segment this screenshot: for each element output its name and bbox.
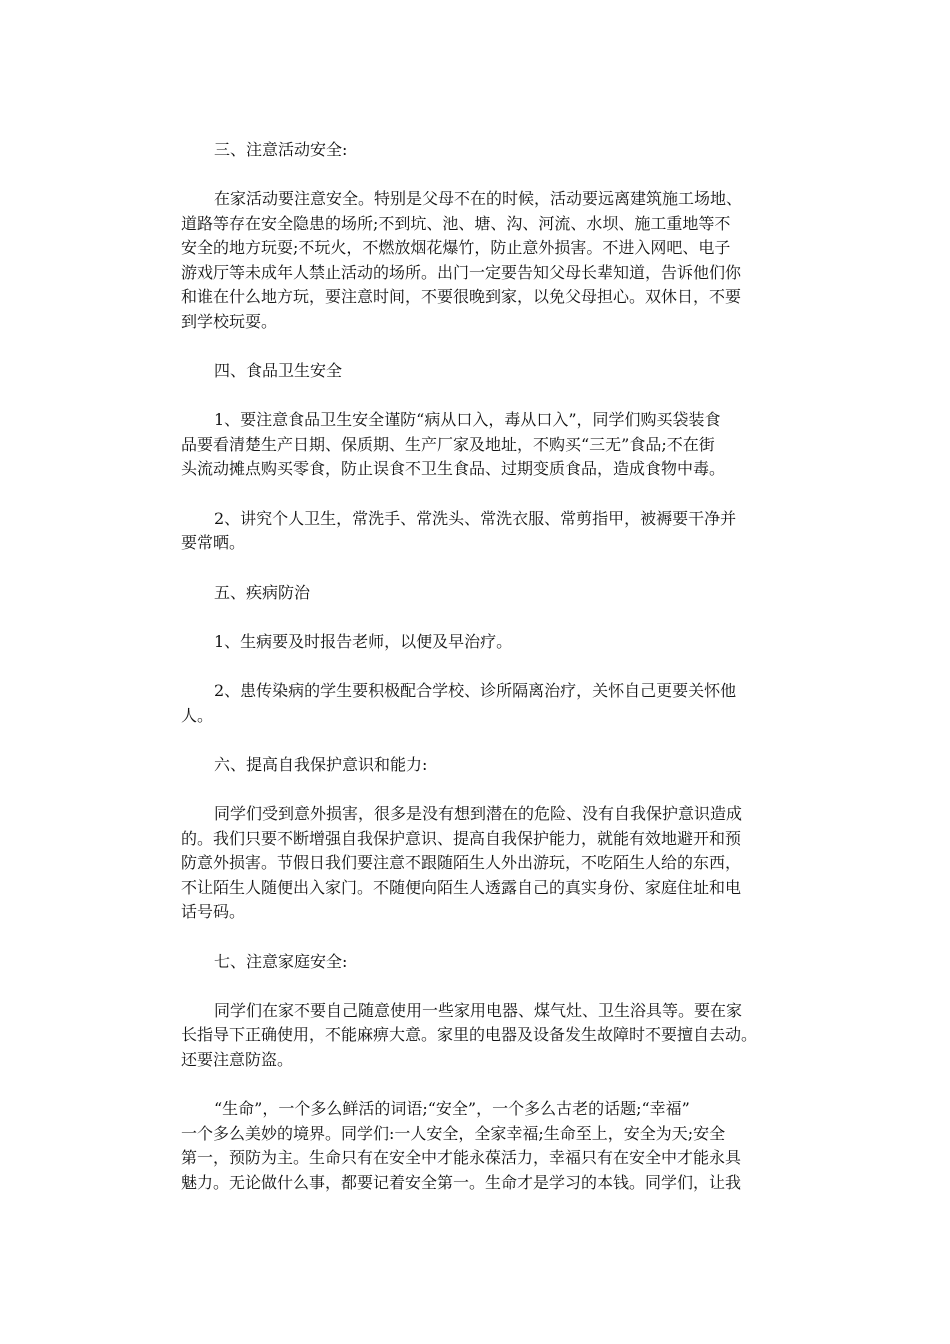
text-line: 话号码。 <box>181 902 246 921</box>
text-line: 到学校玩耍。 <box>181 311 278 331</box>
text-line: 在家活动要注意安全。特别是父母不在的时候，活动要远离建筑施工场地、 <box>214 189 743 208</box>
paragraph <box>181 679 781 728</box>
paragraph <box>181 507 781 556</box>
section-heading: 五、疾病防治 <box>214 582 311 602</box>
text-line: 头流动摊点购买零食，防止误食不卫生食品、过期变质食品，造成食物中毒。 <box>181 459 726 478</box>
text-line: “生命”，一个多么鲜活的词语;“安全”，一个多么古老的话题;“幸福” <box>214 1099 690 1118</box>
text-line: 2、患传染病的学生要积极配合学校、诊所隔离治疗，关怀自己更要关怀他 <box>214 681 737 700</box>
section-heading: 四、食品卫生安全 <box>214 361 343 380</box>
text-line: 道路等存在安全隐患的场所;不到坑、池、塘、沟、河流、水坝、施工重地等不 <box>181 213 731 233</box>
text-line: 品要看清楚生产日期、保质期、生产厂家及地址，不购买“三无”食品;不在街 <box>181 434 715 454</box>
text-line: 1、要注意食品卫生安全谨防“病从口入，毒从口入”，同学们购买袋装食 <box>214 410 721 429</box>
section-heading: 七、注意家庭安全: <box>214 951 348 971</box>
text-line: 长指导下正确使用，不能麻痹大意。家里的电器及设备发生故障时不要擅自去动。 <box>181 1025 758 1044</box>
text-line: 人。 <box>181 705 214 725</box>
text-line: 要常晒。 <box>181 533 246 552</box>
section-heading: 六、提高自我保护意识和能力: <box>214 755 428 774</box>
text-line: 2、讲究个人卫生，常洗手、常洗头、常洗衣服、常剪指甲，被褥要干净并 <box>214 508 737 528</box>
text-line: 一个多么美妙的境界。同学们:一人安全，全家幸福;生命至上，安全为天;安全 <box>181 1123 726 1143</box>
text-line: 魅力。无论做什么事，都要记着安全第一。生命才是学习的本钱。同学们，让我 <box>181 1172 742 1192</box>
text-line: 和谁在什么地方玩，要注意时间，不要很晚到家，以免父母担心。双休日，不要 <box>181 287 742 306</box>
paragraph <box>181 187 781 334</box>
text-line: 安全的地方玩耍;不玩火，不燃放烟花爆竹，防止意外损害。不进入网吧、电子 <box>181 238 731 257</box>
section-heading: 三、注意活动安全: <box>214 140 348 159</box>
paragraph <box>181 1097 781 1195</box>
document-page <box>181 138 781 1195</box>
paragraph <box>181 408 781 482</box>
text-line: 第一，预防为主。生命只有在安全中才能永葆活力，幸福只有在安全中才能永具 <box>181 1148 742 1167</box>
paragraph <box>181 802 781 925</box>
paragraph <box>181 999 781 1073</box>
text-line: 同学们受到意外损害，很多是没有想到潜在的危险、没有自我保护意识造成 <box>214 804 743 823</box>
text-line: 不让陌生人随便出入家门。不随便向陌生人透露自己的真实身份、家庭住址和电 <box>181 877 742 897</box>
text-line: 防意外损害。节假日我们要注意不跟随陌生人外出游玩，不吃陌生人给的东西， <box>181 853 742 872</box>
text-line: 1、生病要及时报告老师，以便及早治疗。 <box>214 631 513 651</box>
text-line: 游戏厅等未成年人禁止活动的场所。出门一定要告知父母长辈知道，告诉他们你 <box>181 262 742 282</box>
paragraph <box>181 630 781 655</box>
text-line: 还要注意防盗。 <box>181 1049 294 1069</box>
text-line: 的。我们只要不断增强自我保护意识、提高自我保护能力，就能有效地避开和预 <box>181 828 742 848</box>
text-line: 同学们在家不要自己随意使用一些家用电器、煤气灶、卫生浴具等。要在家 <box>214 1000 743 1020</box>
